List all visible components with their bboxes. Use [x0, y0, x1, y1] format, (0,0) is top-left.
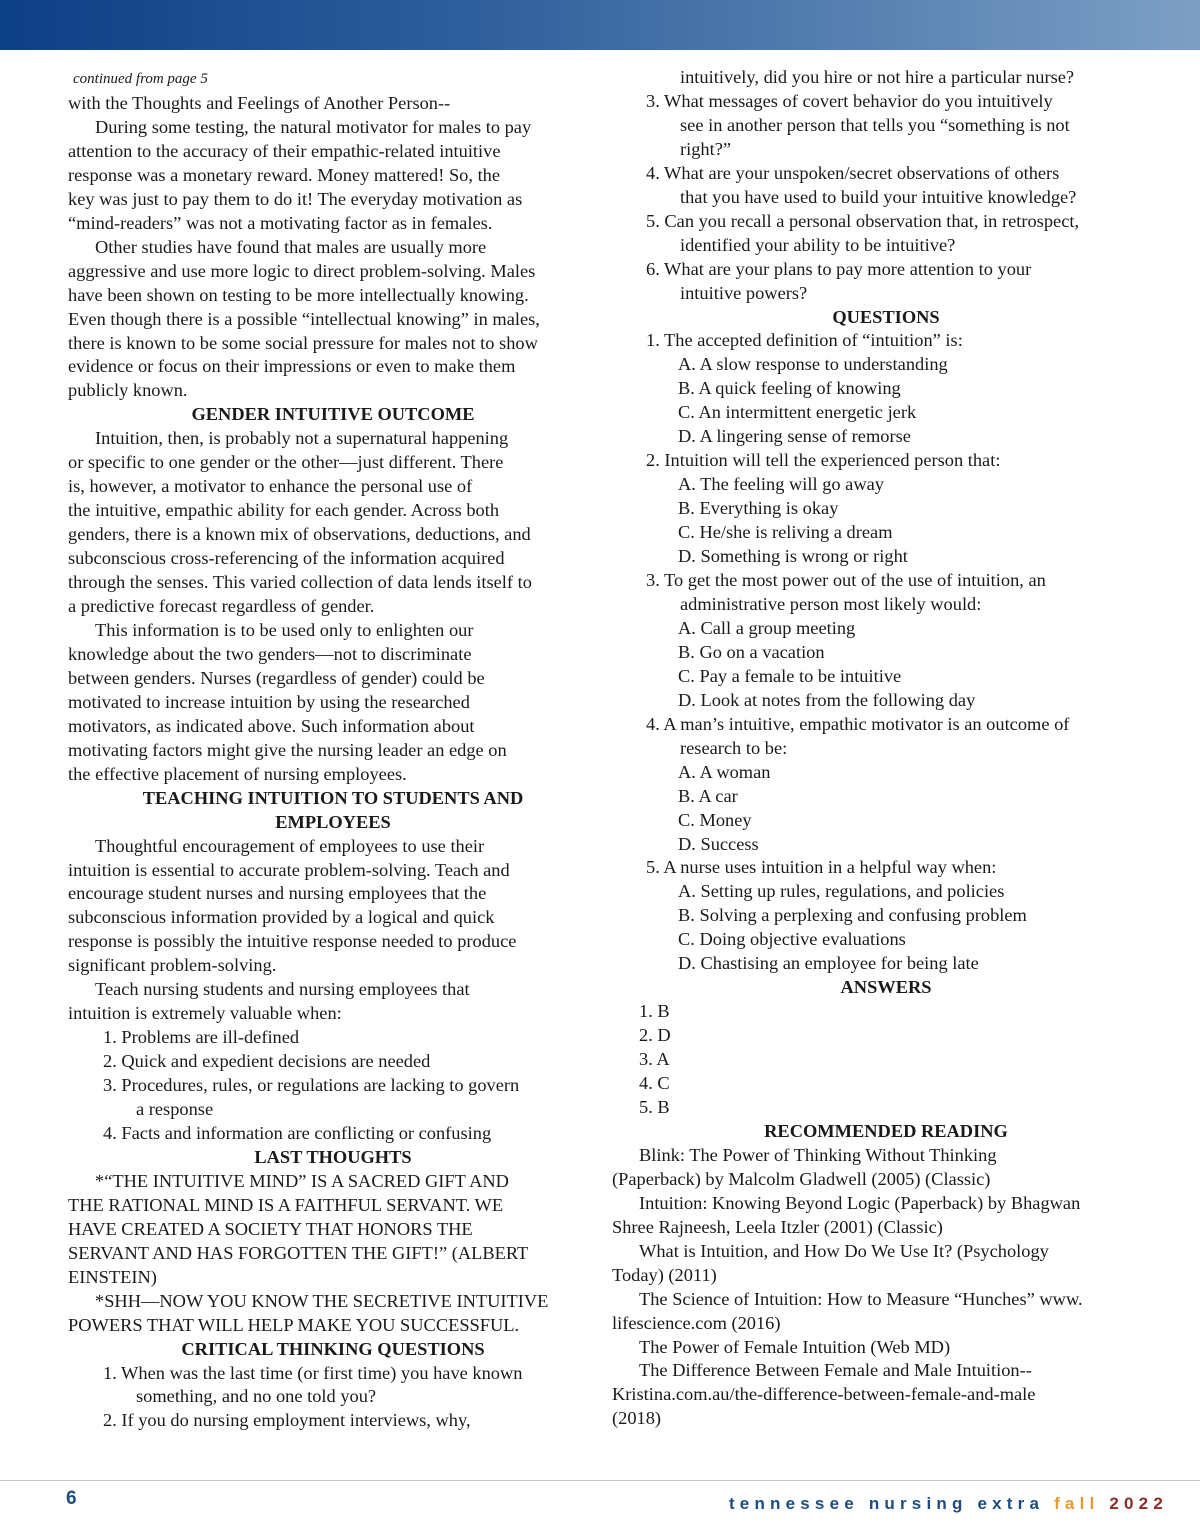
list-item-continued: something, and no one told you?	[136, 1386, 377, 1407]
body-line: THE RATIONAL MIND IS A FAITHFUL SERVANT. WE	[68, 1194, 504, 1215]
quiz-option: D. Look at notes from the following day	[678, 689, 976, 710]
issue-year: 2022	[1109, 1494, 1168, 1513]
body-line: encourage student nurses and nursing employees that the	[68, 883, 487, 904]
list-item-continued: that you have used to build your intuitive knowledge?	[680, 186, 1077, 207]
quiz-option: A. A woman	[678, 761, 771, 782]
answer-item: 1. B	[639, 1001, 670, 1022]
publication-name: tennessee nursing extra	[728, 1494, 1045, 1513]
list-item: 3. What messages of covert behavior do you intuitively	[646, 90, 1053, 111]
left-column	[68, 66, 598, 1433]
list-item: 2. If you do nursing employment interviews, why,	[103, 1410, 471, 1431]
list-item-continued: a response	[136, 1099, 214, 1120]
section-heading-answers: ANSWERS	[840, 977, 932, 998]
body-line: a predictive forecast regardless of gender.	[68, 596, 375, 617]
reading-line: lifescience.com (2016)	[612, 1312, 781, 1333]
body-line: between genders. Nurses (regardless of gender) could be	[68, 667, 485, 688]
reading-line: Kristina.com.au/the-difference-between-female-and-male	[612, 1384, 1036, 1405]
quiz-question: 2. Intuition will tell the experienced person that:	[646, 450, 1001, 471]
body-line: have been shown on testing to be more intellectually knowing.	[68, 284, 529, 305]
quiz-option: B. Go on a vacation	[678, 641, 825, 662]
body-line: This information is to be used only to enlighten our	[95, 619, 474, 640]
section-heading-questions: QUESTIONS	[832, 306, 940, 327]
header-color-band	[0, 0, 1200, 50]
list-item: 1. When was the last time (or first time) you have known	[103, 1362, 523, 1383]
quiz-option: D. Success	[678, 833, 759, 854]
body-line: significant problem-solving.	[68, 955, 277, 976]
body-line: Other studies have found that males are usually more	[95, 236, 487, 257]
reading-line: (2018)	[612, 1408, 662, 1429]
body-line: response is possibly the intuitive response needed to produce	[68, 931, 517, 952]
body-line: the effective placement of nursing employees.	[68, 763, 407, 784]
body-line: POWERS THAT WILL HELP MAKE YOU SUCCESSFUL.	[68, 1314, 520, 1335]
continued-note: continued from page 5	[73, 71, 208, 87]
quiz-option: A. Call a group meeting	[678, 617, 856, 638]
body-line: motivated to increase intuition by using the researched	[68, 691, 470, 712]
body-line: *SHH—NOW YOU KNOW THE SECRETIVE INTUITIVE	[95, 1290, 549, 1311]
body-line: Teach nursing students and nursing employees that	[95, 979, 470, 1000]
quiz-option: B. A car	[678, 785, 738, 806]
body-line: “mind-readers” was not a motivating factor as in females.	[68, 212, 493, 233]
body-line: evidence or focus on their impressions or even to make them	[68, 356, 516, 377]
reading-line: (Paperback) by Malcolm Gladwell (2005) (Classic)	[612, 1168, 991, 1189]
body-line: through the senses. This varied collection of data lends itself to	[68, 572, 532, 593]
quiz-question: 1. The accepted definition of “intuition” is:	[646, 330, 963, 351]
quiz-option: C. An intermittent energetic jerk	[678, 402, 917, 423]
list-item: 1. Problems are ill-defined	[103, 1027, 300, 1048]
reading-line: Today) (2011)	[612, 1264, 717, 1285]
body-line: publicly known.	[68, 380, 188, 401]
list-item-continued: right?”	[680, 138, 732, 159]
quiz-question-continued: administrative person most likely would:	[680, 593, 982, 614]
section-heading-teaching-cont: EMPLOYEES	[275, 811, 391, 832]
body-line: knowledge about the two genders—not to discriminate	[68, 643, 472, 664]
quiz-option: D. Chastising an employee for being late	[678, 953, 979, 974]
reading-line: The Power of Female Intuition (Web MD)	[639, 1336, 951, 1357]
quiz-option: C. Doing objective evaluations	[678, 929, 906, 950]
body-line: Even though there is a possible “intellectual knowing” in males,	[68, 308, 540, 329]
body-line: EINSTEIN)	[68, 1266, 157, 1287]
section-heading-critical-thinking: CRITICAL THINKING QUESTIONS	[181, 1338, 485, 1359]
body-line: there is known to be some social pressure for males not to show	[68, 332, 538, 353]
body-line: key was just to pay them to do it! The everyday motivation as	[68, 188, 523, 209]
body-line: aggressive and use more logic to direct problem-solving. Males	[68, 260, 536, 281]
body-line: motivating factors might give the nursing leader an edge on	[68, 739, 507, 760]
quiz-option: C. He/she is reliving a dream	[678, 522, 893, 543]
body-line: or specific to one gender or the other—just different. There	[68, 452, 504, 473]
quiz-option: A. Setting up rules, regulations, and policies	[678, 881, 1005, 902]
section-heading-gender: GENDER INTUITIVE OUTCOME	[191, 404, 475, 425]
quiz-option: C. Money	[678, 809, 752, 830]
body-line: Thoughtful encouragement of employees to use their	[95, 835, 485, 856]
page-number: 6	[66, 1488, 77, 1509]
body-line: attention to the accuracy of their empathic-related intuitive	[68, 140, 501, 161]
answer-item: 5. B	[639, 1096, 670, 1117]
footer-divider	[0, 1480, 1200, 1481]
list-item-continued: see in another person that tells you “something is not	[680, 114, 1070, 135]
quiz-question-continued: research to be:	[680, 737, 788, 758]
body-line: is, however, a motivator to enhance the personal use of	[68, 476, 473, 497]
body-line: subconscious cross-referencing of the information acquired	[68, 548, 505, 569]
body-line: intuition is essential to accurate problem-solving. Teach and	[68, 859, 510, 880]
quiz-option: B. A quick feeling of knowing	[678, 378, 901, 399]
issue-season: fall	[1054, 1494, 1100, 1513]
body-line: subconscious information provided by a logical and quick	[68, 907, 495, 928]
list-item: 2. Quick and expedient decisions are needed	[103, 1051, 431, 1072]
quiz-option: D. Something is wrong or right	[678, 546, 908, 567]
body-line: *“THE INTUITIVE MIND” IS A SACRED GIFT AND	[95, 1170, 509, 1191]
reading-line: Shree Rajneesh, Leela Itzler (2001) (Classic)	[612, 1216, 943, 1237]
quiz-option: D. A lingering sense of remorse	[678, 426, 911, 447]
footer-publication	[729, 1494, 1168, 1514]
quiz-option: A. The feeling will go away	[678, 474, 884, 495]
reading-line: The Science of Intuition: How to Measure “Hunches” www.	[639, 1288, 1083, 1309]
body-line: with the Thoughts and Feelings of Another Person--	[68, 93, 451, 113]
quiz-question: 4. A man’s intuitive, empathic motivator is an outcome of	[646, 713, 1070, 734]
body-line: response was a monetary reward. Money mattered! So, the	[68, 164, 501, 185]
quiz-question: 5. A nurse uses intuition in a helpful way when:	[646, 857, 997, 878]
list-item: 3. Procedures, rules, or regulations are lacking to govern	[103, 1075, 520, 1096]
body-line: During some testing, the natural motivator for males to pay	[95, 116, 532, 137]
answer-item: 4. C	[639, 1073, 670, 1094]
quiz-option: A. A slow response to understanding	[678, 354, 948, 375]
list-item: 4. What are your unspoken/secret observations of others	[646, 162, 1060, 183]
answer-item: 3. A	[639, 1049, 670, 1070]
right-column	[612, 66, 1160, 1431]
list-item-continued: identified your ability to be intuitive?	[680, 234, 956, 255]
list-item-continued: intuitive powers?	[680, 282, 808, 303]
quiz-option: B. Solving a perplexing and confusing problem	[678, 905, 1027, 926]
reading-line: Blink: The Power of Thinking Without Thinking	[639, 1144, 997, 1165]
quiz-option: C. Pay a female to be intuitive	[678, 665, 902, 686]
answer-item: 2. D	[639, 1025, 671, 1046]
body-line: motivators, as indicated above. Such information about	[68, 715, 475, 736]
list-item-continued: intuitively, did you hire or not hire a particular nurse?	[680, 67, 1075, 87]
body-line: Intuition, then, is probably not a supernatural happening	[95, 428, 509, 449]
reading-line: What is Intuition, and How Do We Use It? (Psychology	[639, 1240, 1049, 1261]
list-item: 6. What are your plans to pay more attention to your	[646, 258, 1032, 279]
section-heading-teaching: TEACHING INTUITION TO STUDENTS AND	[142, 787, 524, 808]
reading-line: The Difference Between Female and Male Intuition--	[639, 1360, 1032, 1381]
quiz-option: B. Everything is okay	[678, 498, 839, 519]
body-line: intuition is extremely valuable when:	[68, 1003, 342, 1024]
list-item: 4. Facts and information are conflicting or confusing	[103, 1122, 492, 1143]
section-heading-recommended-reading: RECOMMENDED READING	[764, 1120, 1008, 1141]
quiz-question: 3. To get the most power out of the use of intuition, an	[646, 570, 1046, 591]
section-heading-last-thoughts: LAST THOUGHTS	[254, 1146, 412, 1167]
body-line: the intuitive, empathic ability for each gender. Across both	[68, 500, 500, 521]
body-line: HAVE CREATED A SOCIETY THAT HONORS THE	[68, 1218, 473, 1239]
reading-line: Intuition: Knowing Beyond Logic (Paperback) by Bhagwan	[639, 1192, 1081, 1213]
body-line: SERVANT AND HAS FORGOTTEN THE GIFT!” (ALBERT	[68, 1242, 529, 1263]
body-line: genders, there is a known mix of observations, deductions, and	[68, 524, 531, 545]
list-item: 5. Can you recall a personal observation that, in retrospect,	[646, 210, 1080, 231]
